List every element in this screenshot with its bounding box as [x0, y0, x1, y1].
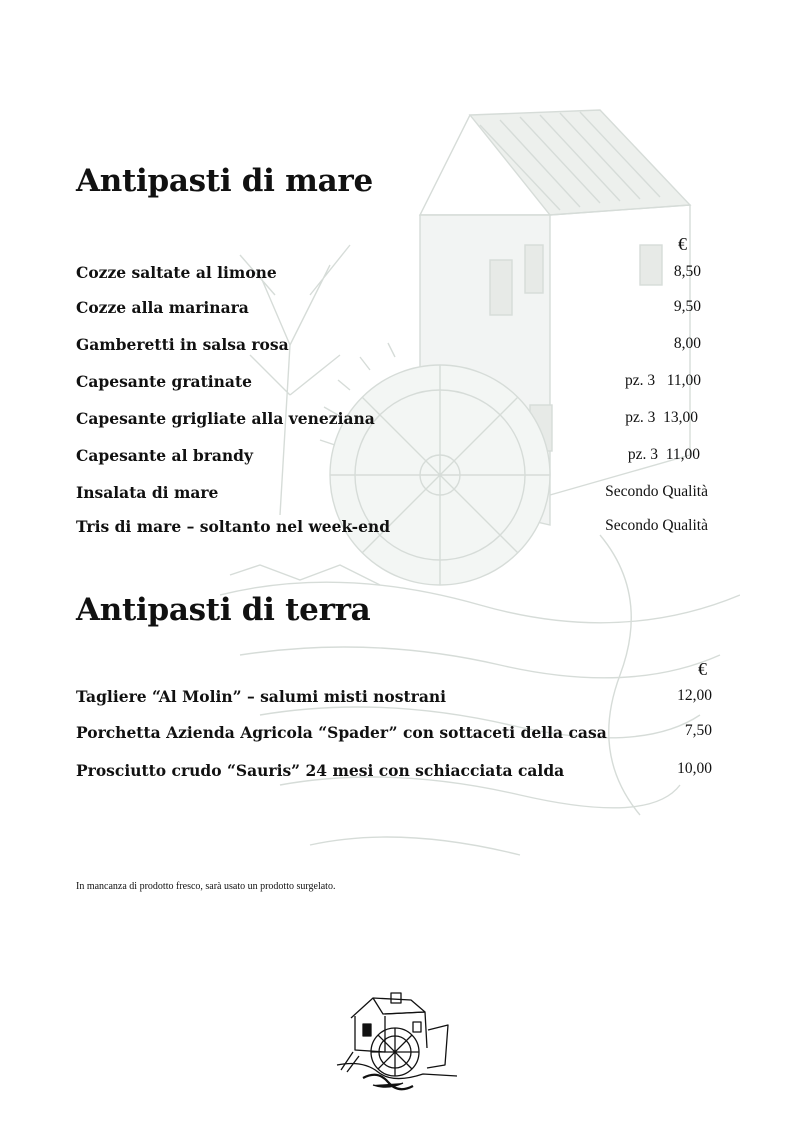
menu-item-price: 10,00	[677, 760, 712, 777]
menu-item-price: 7,50	[684, 722, 712, 739]
menu-item-price: pz. 3 11,00	[627, 446, 700, 463]
menu-item-name: Porchetta Azienda Agricola “Spader” con sottaceti della casa	[76, 723, 607, 742]
menu-item-price: 8,00	[673, 335, 701, 352]
footnote: In mancanza di prodotto fresco, sarà usato un prodotto surgelato.	[76, 881, 336, 892]
menu-item-name: Capesante gratinate	[76, 372, 252, 391]
menu-item-name: Capesante grigliate alla veneziana	[76, 409, 375, 428]
menu-item-price: 8,50	[673, 263, 701, 280]
menu-item-name: Gamberetti in salsa rosa	[76, 335, 289, 354]
section-title-mare: Antipasti di mare	[76, 163, 373, 199]
menu-item-price: 12,00	[677, 687, 712, 704]
menu-item-name: Insalata di mare	[76, 483, 219, 502]
watermill-logo-icon	[333, 990, 461, 1095]
menu-item-name: Capesante al brandy	[76, 446, 254, 465]
currency-symbol-mare: €	[678, 234, 687, 254]
currency-symbol-terra: €	[698, 659, 707, 679]
menu-item-price: pz. 3 11,00	[624, 372, 701, 389]
menu-item-price: Secondo Qualità	[605, 517, 708, 534]
section-title-terra: Antipasti di terra	[76, 592, 371, 628]
menu-item-name: Tris di mare – soltanto nel week-end	[76, 517, 391, 536]
menu-item-price: Secondo Qualità	[605, 483, 708, 500]
menu-item-name: Cozze saltate al limone	[76, 263, 277, 282]
menu-item-price: pz. 3 13,00	[625, 409, 698, 426]
menu-item-name: Prosciutto crudo “Sauris” 24 mesi con schiacciata calda	[76, 761, 565, 780]
menu-item-price: 9,50	[673, 298, 701, 315]
menu-item-name: Tagliere “Al Molin” – salumi misti nostrani	[76, 687, 447, 706]
menu-item-name: Cozze alla marinara	[76, 298, 249, 317]
